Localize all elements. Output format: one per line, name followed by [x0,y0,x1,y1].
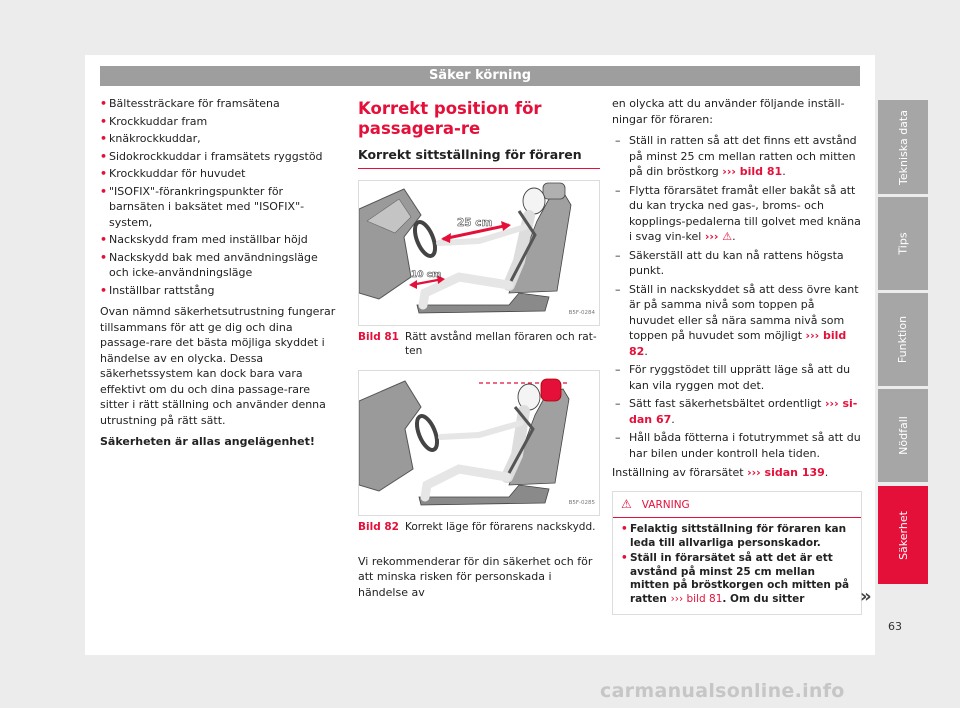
settings-item: – För ryggstödet till upprätt läge så att du kan vila ryggen mot det. [612,362,862,393]
warning-figure-link[interactable]: ››› bild 81 [670,592,723,605]
page-number: 63 [888,620,902,633]
tab-tips[interactable]: Tips [878,197,928,290]
settings-item: – Ställ in ratten så att det finns ett avstånd på minst 25 cm mellan ratten och mitten på din bröstkorg ››› bild 81. [612,133,862,180]
figure-82-caption [358,520,600,534]
watermark: carmanualsonline.info [600,680,845,702]
caption-text: Korrekt läge för förarens nackskydd. [405,520,596,533]
figure-81 [358,180,600,326]
safety-note: Säkerheten är allas angelägenhet! [100,435,315,448]
equipment-item: • Inställbar rattstång [100,283,340,299]
warning-item: • Felaktig sittställning för föraren kan leda till allvarliga personskador. [621,523,855,550]
settings-item: – Säkerställ att du kan nå rattens högsta punkt. [612,248,862,279]
equipment-item: • Sidokrockkuddar i framsätets ryggstöd [100,149,340,165]
settings-intro: en olycka att du använder följande inställ-ningar för föraren: [612,97,845,126]
page-header: Säker körning [100,66,860,86]
intro-paragraph: Ovan nämnd säkerhetsutrustning fungerar tillsammans för att ge dig och dina passage-rare det bästa möjliga skyddet i händelse av en olycka. Dessa säkerhetssystem kan dock bara vara effektivt om du och dina passage-rare sitter i rätt ställning och använder denna utrustning på rätt sätt. [100,305,336,427]
cross-reference-link[interactable]: ››› bild 81 [722,165,783,178]
warning-triangle-icon: ⚠ [621,496,632,511]
equipment-item: • knäkrockkuddar, [100,131,340,147]
warning-header [613,492,861,519]
recommendation-paragraph: Vi rekommenderar för din säkerhet och för att minska risken för personskada i händelse av [358,554,593,599]
middle-column [358,96,600,606]
seat-setting-line: Inställning av förarsätet ››› sidan 139. [612,466,829,479]
equipment-item: • Bältessträckare för framsätena [100,96,340,112]
equipment-item: • Nackskydd bak med användningsläge och icke-användningsläge [100,250,340,281]
settings-item: – Flytta förarsätet framåt eller bakåt så att du kan trycka ned gas-, broms- och kopplings-pedalerna till golvet med knäna i svag vin-kel ››› ⚠. [612,183,862,245]
equipment-item: • "ISOFIX"-förankringspunkter för barnsäten i baksätet med "ISOFIX"-system, [100,184,340,231]
figure-82 [358,370,600,516]
wheel-distance-label: 25 cm [457,216,493,229]
section-title: Korrekt position för passagera-re [358,99,542,138]
caption-text: Rätt avstånd mellan föraren och rat-ten [405,330,597,357]
settings-item: – Ställ in nackskyddet så att dess övre kant är på samma nivå som toppen på huvudet eller så nära samma nivå som toppen på huvudet som möjligt ››› bild 82. [612,282,862,360]
warning-item: • Ställ in förarsätet så att det är ett avstånd på minst 25 cm mellan mitten på bröstkorgen och mitten på ratten ››› bild 81. Om du sitter [621,552,855,606]
figure-code: B5F-0285 [568,500,595,506]
cross-reference-link[interactable]: ››› si-dan 67 [629,397,858,426]
warning-title: VARNING [641,498,690,511]
figure-label: Bild 82 [358,520,399,533]
settings-item: – Sätt fast säkerhetsbältet ordentligt ››› si-dan 67. [612,396,862,427]
figure-label: Bild 81 [358,330,399,343]
equipment-item: • Krockkuddar fram [100,114,340,130]
sub-title: Korrekt sittställning för föraren [358,147,600,169]
knee-distance-label: 10 cm [411,269,442,280]
seat-setting-link[interactable]: ››› sidan 139 [747,466,825,479]
settings-list [612,133,862,461]
settings-item: – Håll båda fötterna i fotutrymmet så att du har bilen under kontroll hela tiden. [612,430,862,461]
figure-code: B5F-0284 [568,310,595,316]
equipment-item: • Krockkuddar för huvudet [100,166,340,182]
continue-arrow-icon: » [860,586,872,607]
right-column [612,96,862,615]
tab-tekniska-data[interactable]: Tekniska data [878,100,928,194]
driver-distance-illustration [359,181,599,325]
cross-reference-link[interactable]: ››› bild 82 [629,329,847,358]
figure-81-caption [358,330,600,358]
headrest-illustration [359,371,599,515]
equipment-list [100,96,340,298]
tab-nodfall[interactable]: Nödfall [878,389,928,482]
warning-box [612,491,862,616]
cross-reference-link[interactable]: ››› ⚠ [704,230,733,243]
tab-funktion[interactable]: Funktion [878,293,928,386]
tab-sakerhet[interactable]: Säkerhet [878,486,928,584]
equipment-item: • Nackskydd fram med inställbar höjd [100,232,340,248]
warning-body [613,518,861,614]
left-column [100,96,340,456]
